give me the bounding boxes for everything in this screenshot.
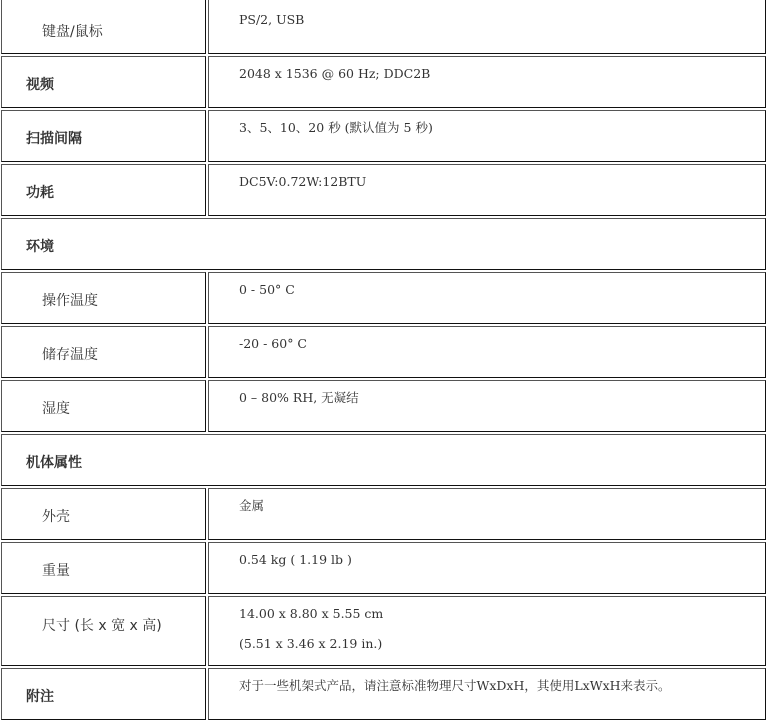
table-row xyxy=(0,110,769,162)
row-value: 0 - 50° C xyxy=(239,282,295,297)
row-value-cell xyxy=(208,668,766,720)
row-value: 2048 x 1536 @ 60 Hz; DDC2B xyxy=(239,66,431,81)
row-label-cell xyxy=(1,164,206,216)
row-label-cell xyxy=(1,56,206,108)
table-row xyxy=(0,488,769,540)
row-label: 重量 xyxy=(42,563,70,579)
row-label-cell xyxy=(1,272,206,324)
row-label: 尺寸 (长 x 宽 x 高) xyxy=(42,618,162,634)
row-label: 视频 xyxy=(26,77,54,93)
table-row xyxy=(0,164,769,216)
table-row xyxy=(0,668,769,720)
row-value: 0.54 kg ( 1.19 lb ) xyxy=(239,552,352,567)
section-header-label: 机体属性 xyxy=(26,455,82,471)
row-label-cell xyxy=(1,668,206,720)
row-label: 湿度 xyxy=(42,401,70,417)
section-header-label: 环境 xyxy=(26,239,54,255)
row-value: 3、5、10、20 秒 (默认值为 5 秒) xyxy=(239,120,433,135)
section-header-row xyxy=(0,434,769,486)
row-value-cell xyxy=(208,272,766,324)
row-label: 键盘/鼠标 xyxy=(42,24,103,40)
row-value-cell xyxy=(208,164,766,216)
row-value: 金属 xyxy=(239,498,265,513)
row-value: 对于一些机架式产品，请注意标准物理尺寸WxDxH，其使用LxWxH来表示。 xyxy=(239,678,671,693)
row-label-cell xyxy=(1,110,206,162)
row-label-cell xyxy=(1,488,206,540)
row-label: 外壳 xyxy=(42,509,70,525)
row-value: -20 - 60° C xyxy=(239,336,307,351)
row-value-cell xyxy=(208,56,766,108)
row-value: DC5V:0.72W:12BTU xyxy=(239,174,367,189)
section-header-row xyxy=(0,218,769,270)
table-row xyxy=(0,596,769,666)
row-value-cell xyxy=(208,542,766,594)
row-label: 功耗 xyxy=(26,185,54,201)
table-row xyxy=(0,380,769,432)
section-header-cell xyxy=(1,218,766,270)
row-label: 操作温度 xyxy=(42,293,98,309)
table-row xyxy=(0,56,769,108)
table-row xyxy=(0,0,769,54)
row-value-cell xyxy=(208,380,766,432)
table-row xyxy=(0,542,769,594)
row-label-cell xyxy=(1,542,206,594)
row-label-cell xyxy=(1,596,206,666)
row-value-cell xyxy=(208,596,766,666)
row-value-cell xyxy=(208,488,766,540)
row-value: 14.00 x 8.80 x 5.55 cm xyxy=(239,606,384,621)
row-label-cell xyxy=(1,380,206,432)
row-value-cell xyxy=(208,0,766,54)
row-label-cell xyxy=(1,0,206,54)
row-value-cell xyxy=(208,110,766,162)
row-value-secondary: (5.51 x 3.46 x 2.19 in.) xyxy=(239,636,383,651)
row-label-cell xyxy=(1,326,206,378)
row-label: 储存温度 xyxy=(42,347,98,363)
section-header-cell xyxy=(1,434,766,486)
row-label: 扫描间隔 xyxy=(26,131,82,147)
row-value: 0 – 80% RH, 无凝结 xyxy=(239,390,359,405)
table-row xyxy=(0,272,769,324)
table-row xyxy=(0,326,769,378)
row-value: PS/2, USB xyxy=(239,12,305,27)
row-value-cell xyxy=(208,326,766,378)
row-label: 附注 xyxy=(26,689,54,705)
